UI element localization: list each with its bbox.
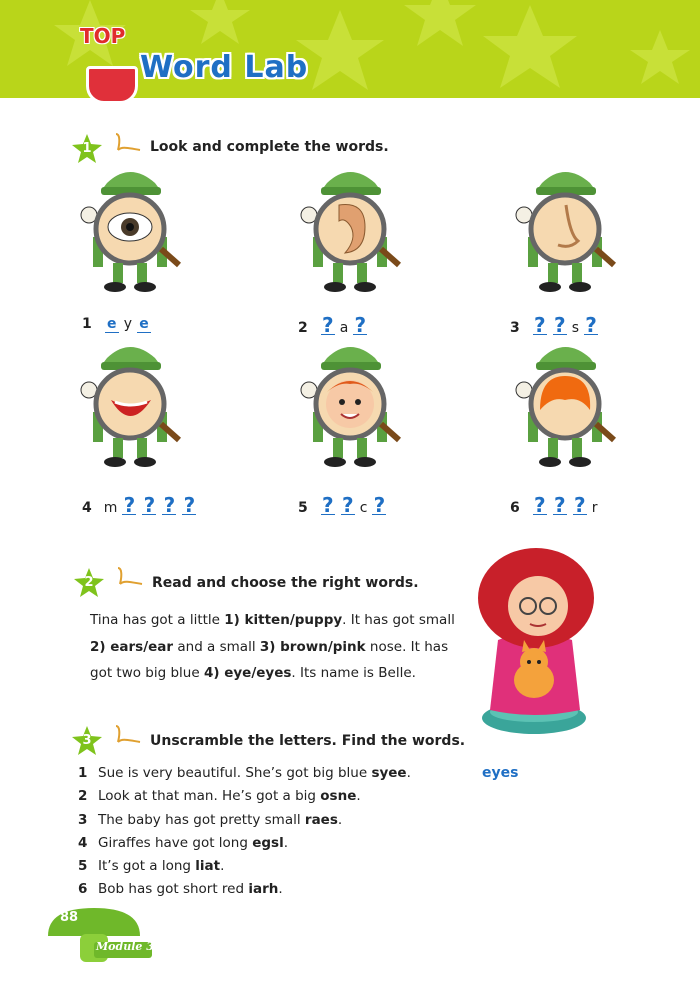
page-number: 88 [60,910,79,925]
list-item [78,762,411,785]
word-item-1 [82,316,154,333]
word-item-6 [510,493,600,517]
reading-paragraph [90,607,460,687]
blank-slot[interactable]: ? [183,493,196,517]
item-number: 1 [82,316,92,332]
item-number: 6 [78,881,88,898]
sentence-end: . [337,811,343,828]
sentence-text: Giraffes have got long [98,834,253,851]
blank-slot[interactable]: ? [585,313,597,337]
item-number: 2 [298,320,308,336]
module-label: Module 3 [96,940,154,953]
nose-picture [500,165,630,295]
blank-slot[interactable]: ? [553,313,566,337]
given-letter: m [103,500,118,516]
item-number: 5 [78,858,88,875]
list-item [78,832,411,855]
list-item [78,785,411,808]
sentence-text: It’s got a long [98,858,196,875]
section-1-badge [72,134,102,164]
eye-picture [65,165,195,295]
word-item-4 [82,493,199,517]
blank-slot[interactable]: ? [553,493,566,517]
pencil-icon [114,566,146,590]
logo-basket [86,66,138,104]
section-2-instruction: Read and choose the right words. [152,575,419,591]
section-3-instruction: Unscramble the letters. Find the words. [150,733,466,749]
blank-slot[interactable]: ? [354,313,367,337]
sentence-end: . [278,881,283,898]
sentence-text: Look at that man. He’s got a big [98,788,321,805]
given-letter: a [339,320,349,336]
blank-slot[interactable]: ? [533,493,546,517]
blank-slot[interactable]: ? [143,493,156,517]
blank-slot[interactable]: ? [533,313,546,337]
paragraph-text: Tina has got a little [90,612,225,628]
section-1-instruction: Look and complete the words. [150,139,389,155]
word-item-5 [298,493,389,517]
pencil-icon [112,724,144,748]
paragraph-text: and a small [173,638,260,655]
given-letter: s [571,320,580,336]
given-letter: r [591,500,598,516]
blank-slot[interactable]: ? [321,493,334,517]
word-item-3 [510,313,601,337]
choice-option[interactable]: 1) kitten/puppy [224,612,343,628]
pencil-icon [112,132,144,156]
paragraph-text: . Its name is Belle. [291,665,416,681]
example-answer: eyes [482,765,519,781]
scrambled-word: syee [371,765,407,781]
list-item [78,878,411,901]
choice-option[interactable]: 3) brown/pink [259,638,366,655]
item-number: 4 [82,500,92,516]
filled-letter[interactable]: e [105,316,119,333]
paragraph-text: nose. It has got two big blue [90,638,449,681]
hair-picture [500,340,630,470]
blank-slot[interactable]: ? [573,493,586,517]
section-1-number: 1 [82,141,92,156]
logo-top-text: TOP [80,24,126,48]
sentence-text: The baby has got pretty small [98,811,305,828]
section-3-number: 3 [82,733,92,748]
blank-slot[interactable]: ? [341,493,354,517]
item-number: 1 [78,765,88,781]
unscramble-list [78,762,411,902]
item-number: 3 [78,811,88,828]
item-number: 2 [78,788,88,805]
choice-option[interactable]: 4) eye/eyes [203,665,292,681]
choice-option[interactable]: 2) ears/ear [90,638,174,655]
blank-slot[interactable]: ? [123,493,136,517]
mouth-picture [65,340,195,470]
sentence-text: Bob has got short red [98,881,249,898]
scrambled-word: osne [320,788,357,805]
item-number: 4 [78,834,88,851]
item-number: 5 [298,500,308,516]
girl-with-kitten-illustration [468,540,606,740]
list-item [78,855,411,878]
paragraph-text: . It has got small [342,612,455,628]
scrambled-word: iarh [248,881,279,898]
list-item [78,809,411,832]
sentence-end: . [356,788,361,805]
blank-slot[interactable]: ? [373,493,386,517]
scrambled-word: liat [195,858,221,875]
blank-slot[interactable]: ? [321,313,334,337]
section-2-badge [74,568,104,598]
ear-picture [285,165,415,295]
blank-slot[interactable]: ? [163,493,176,517]
given-letter: c [359,500,368,516]
scrambled-word: raes [304,811,338,828]
section-3-badge [72,726,102,756]
item-number: 3 [510,320,520,336]
word-item-2 [298,313,370,337]
section-2-number: 2 [84,575,94,590]
item-number: 6 [510,500,520,516]
given-letter: y [123,316,133,332]
logo-word-lab: Word Lab [140,50,309,85]
face-picture [285,340,415,470]
scrambled-word: egsl [252,834,284,851]
filled-letter[interactable]: e [137,316,151,333]
sentence-end: . [283,834,289,851]
sentence-text: Sue is very beautiful. She’s got big blue [98,765,372,781]
sentence-end: . [220,858,225,875]
sentence-end: . [406,765,411,781]
